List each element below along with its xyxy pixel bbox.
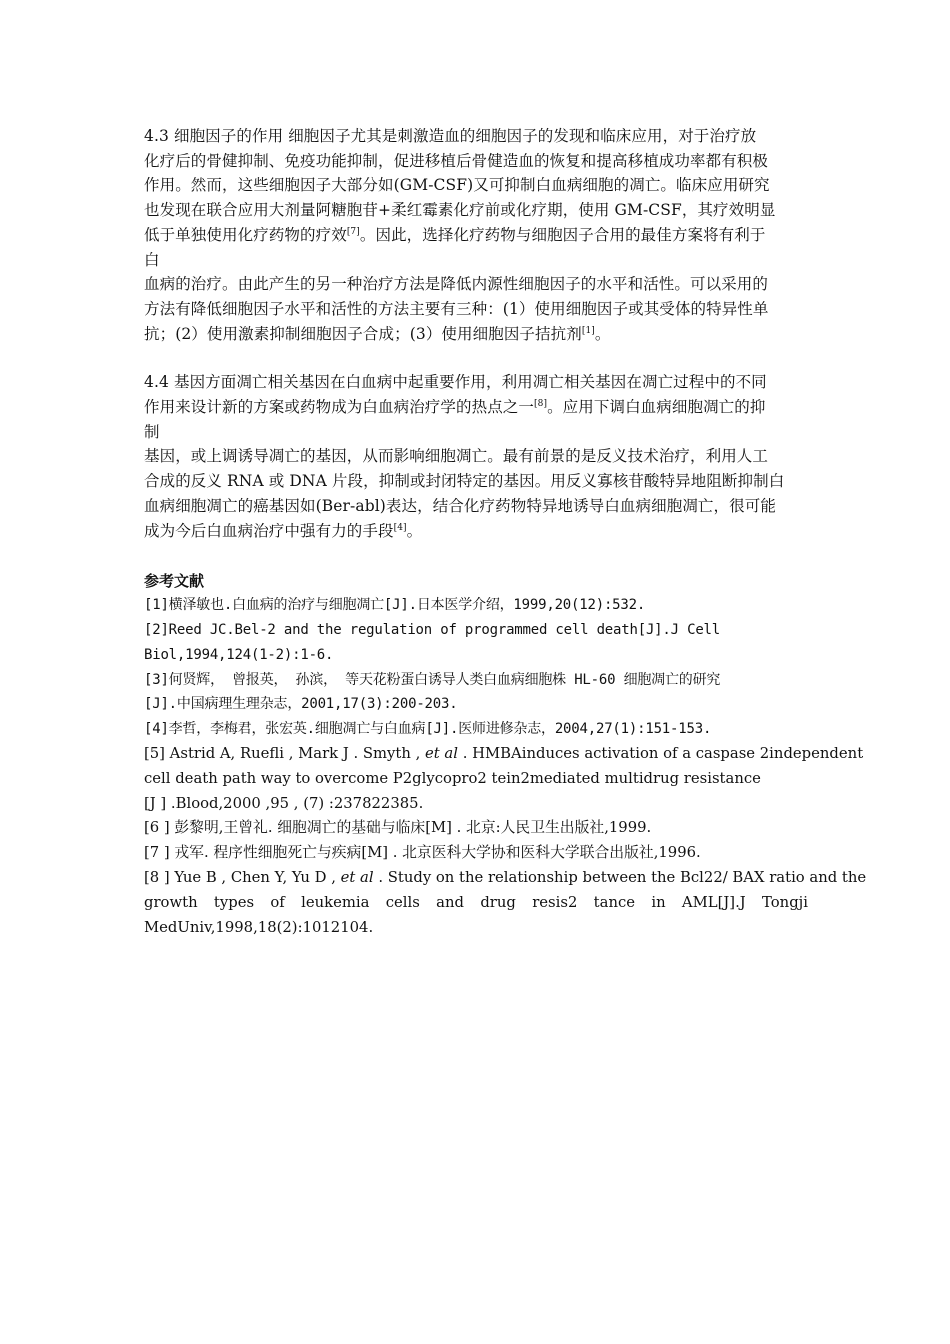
text-line: 基因，或上调诱导凋亡的基因，从而影响细胞凋亡。最有前景的是反义技术治疗，利用人工 bbox=[144, 447, 769, 466]
reference-item: [6 ] 彭黎明,王曾礼. 细胞凋亡的基础与临床[M] . 北京:人民卫生出版社,1999. bbox=[144, 819, 652, 837]
reference-item bbox=[144, 742, 864, 767]
reference-item: growth types of leukemia cells and drug resis2 tance in AML[J].J Tongji bbox=[144, 893, 808, 911]
reference-item: [1]横泽敏也.白血病的治疗与细胞凋亡[J].日本医学介绍，1999,20(12):532. bbox=[144, 597, 646, 614]
text-run: 。 bbox=[406, 521, 423, 540]
text-line: 化疗后的骨健抑制、免疫功能抑制，促进移植后骨健造血的恢复和提高移植成功率都有积极 bbox=[144, 151, 769, 170]
text-line: 也发现在联合应用大剂量阿糖胞苷+柔红霉素化疗前或化疗期，使用 GM-CSF，其疗效明显 bbox=[144, 201, 776, 220]
text-run: 。因此，选择化疗药物与细胞因子合用的最佳方案将有利于 bbox=[359, 225, 766, 244]
citation: [8] bbox=[534, 398, 548, 409]
reference-item: [7 ] 戎军. 程序性细胞死亡与疾病[M] . 北京医科大学协和医科大学联合出版社,1996. bbox=[144, 844, 701, 862]
reference-item: [4]李哲，李梅君，张宏英.细胞凋亡与白血病[J].医师进修杂志，2004,27(1):151-153. bbox=[144, 721, 712, 738]
text-line: 合成的反义 RNA 或 DNA 片段，抑制或封闭特定的基因。用反义寡核苷酸特异地阻断抑制白 bbox=[144, 472, 785, 491]
reference-item: [2]Reed JC.Bel-2 and the regulation of programmed cell death[J].J Cell bbox=[144, 622, 721, 639]
text-line: 4.3 细胞因子的作用 细胞因子尤其是刺激造血的细胞因子的发现和临床应用，对于治疗放 bbox=[144, 127, 757, 145]
text-line bbox=[144, 223, 808, 248]
reference-item: [J ] .Blood,2000 ,95 , (7) :237822385. bbox=[144, 794, 424, 812]
text-line bbox=[144, 519, 808, 544]
text-line: 制 bbox=[144, 422, 160, 441]
text-run: 低于单独使用化疗药物的疗效 bbox=[144, 225, 347, 244]
text-line: 作用。然而，这些细胞因子大部分如(GM-CSF)又可抑制白血病细胞的凋亡。临床应用研究 bbox=[144, 176, 770, 195]
text-line: 4.4 基因方面凋亡相关基因在白血病中起重要作用，利用凋亡相关基因在凋亡过程中的不同 bbox=[144, 373, 767, 392]
italic-text: et al bbox=[425, 745, 458, 763]
text-line bbox=[144, 395, 808, 420]
citation: [4] bbox=[393, 522, 407, 533]
reference-item: cell death path way to overcome P2glycopro2 tein2mediated multidrug resistance bbox=[144, 769, 761, 787]
text-run: [5] Astrid A, Ruefli , Mark J . Smyth , bbox=[144, 745, 421, 763]
citation: [7] bbox=[346, 226, 360, 237]
section-4-3 bbox=[144, 124, 808, 346]
text-line: 白 bbox=[144, 250, 160, 269]
text-line: 血病的治疗。由此产生的另一种治疗方法是降低内源性细胞因子的水平和活性。可以采用的 bbox=[144, 275, 769, 294]
reference-item bbox=[144, 866, 867, 891]
italic-text: et al bbox=[340, 869, 374, 887]
reference-item: [3]何贤辉， 曾报英， 孙滨， 等天花粉蛋白诱导人类白血病细胞株 HL-60 细胞凋亡的研究 bbox=[144, 671, 721, 688]
text-run: 。应用下调白血病细胞凋亡的抑 bbox=[547, 398, 766, 417]
text-line: 血病细胞凋亡的癌基因如(Ber-abl)表达，结合化疗药物特异地诱导白血病细胞凋亡，很可能 bbox=[144, 496, 776, 515]
reference-item: [J].中国病理生理杂志，2001,17(3):200-203. bbox=[144, 696, 458, 713]
text-line bbox=[144, 322, 808, 347]
text-run: . HMBAinduces activation of a caspase 2independent bbox=[462, 745, 864, 763]
text-line: 方法有降低细胞因子水平和活性的方法主要有三种：(1）使用细胞因子或其受体的特异性单 bbox=[144, 299, 769, 318]
text-run: [8 ] Yue B , Chen Y, Yu D , bbox=[144, 869, 336, 887]
text-run: . Study on the relationship between the Bcl22/ BAX ratio and the bbox=[378, 869, 867, 887]
text-run: 作用来设计新的方案或药物成为白血病治疗学的热点之一 bbox=[144, 398, 535, 417]
references-section bbox=[144, 569, 867, 940]
section-4-4 bbox=[144, 370, 808, 543]
reference-item: Biol,1994,124(1-2):1-6. bbox=[144, 646, 334, 663]
text-run: 抗；(2）使用激素抑制细胞因子合成；(3）使用细胞因子拮抗剂 bbox=[144, 324, 582, 343]
text-run: 。 bbox=[594, 324, 611, 343]
references-title: 参考文献 bbox=[144, 572, 205, 591]
text-run: 成为今后白血病治疗中强有力的手段 bbox=[144, 521, 394, 540]
paragraph-gap bbox=[144, 346, 808, 370]
citation: [1] bbox=[581, 325, 595, 336]
page-body bbox=[144, 124, 867, 940]
reference-item: MedUniv,1998,18(2):1012104. bbox=[144, 918, 374, 936]
paragraph-gap bbox=[144, 543, 808, 567]
